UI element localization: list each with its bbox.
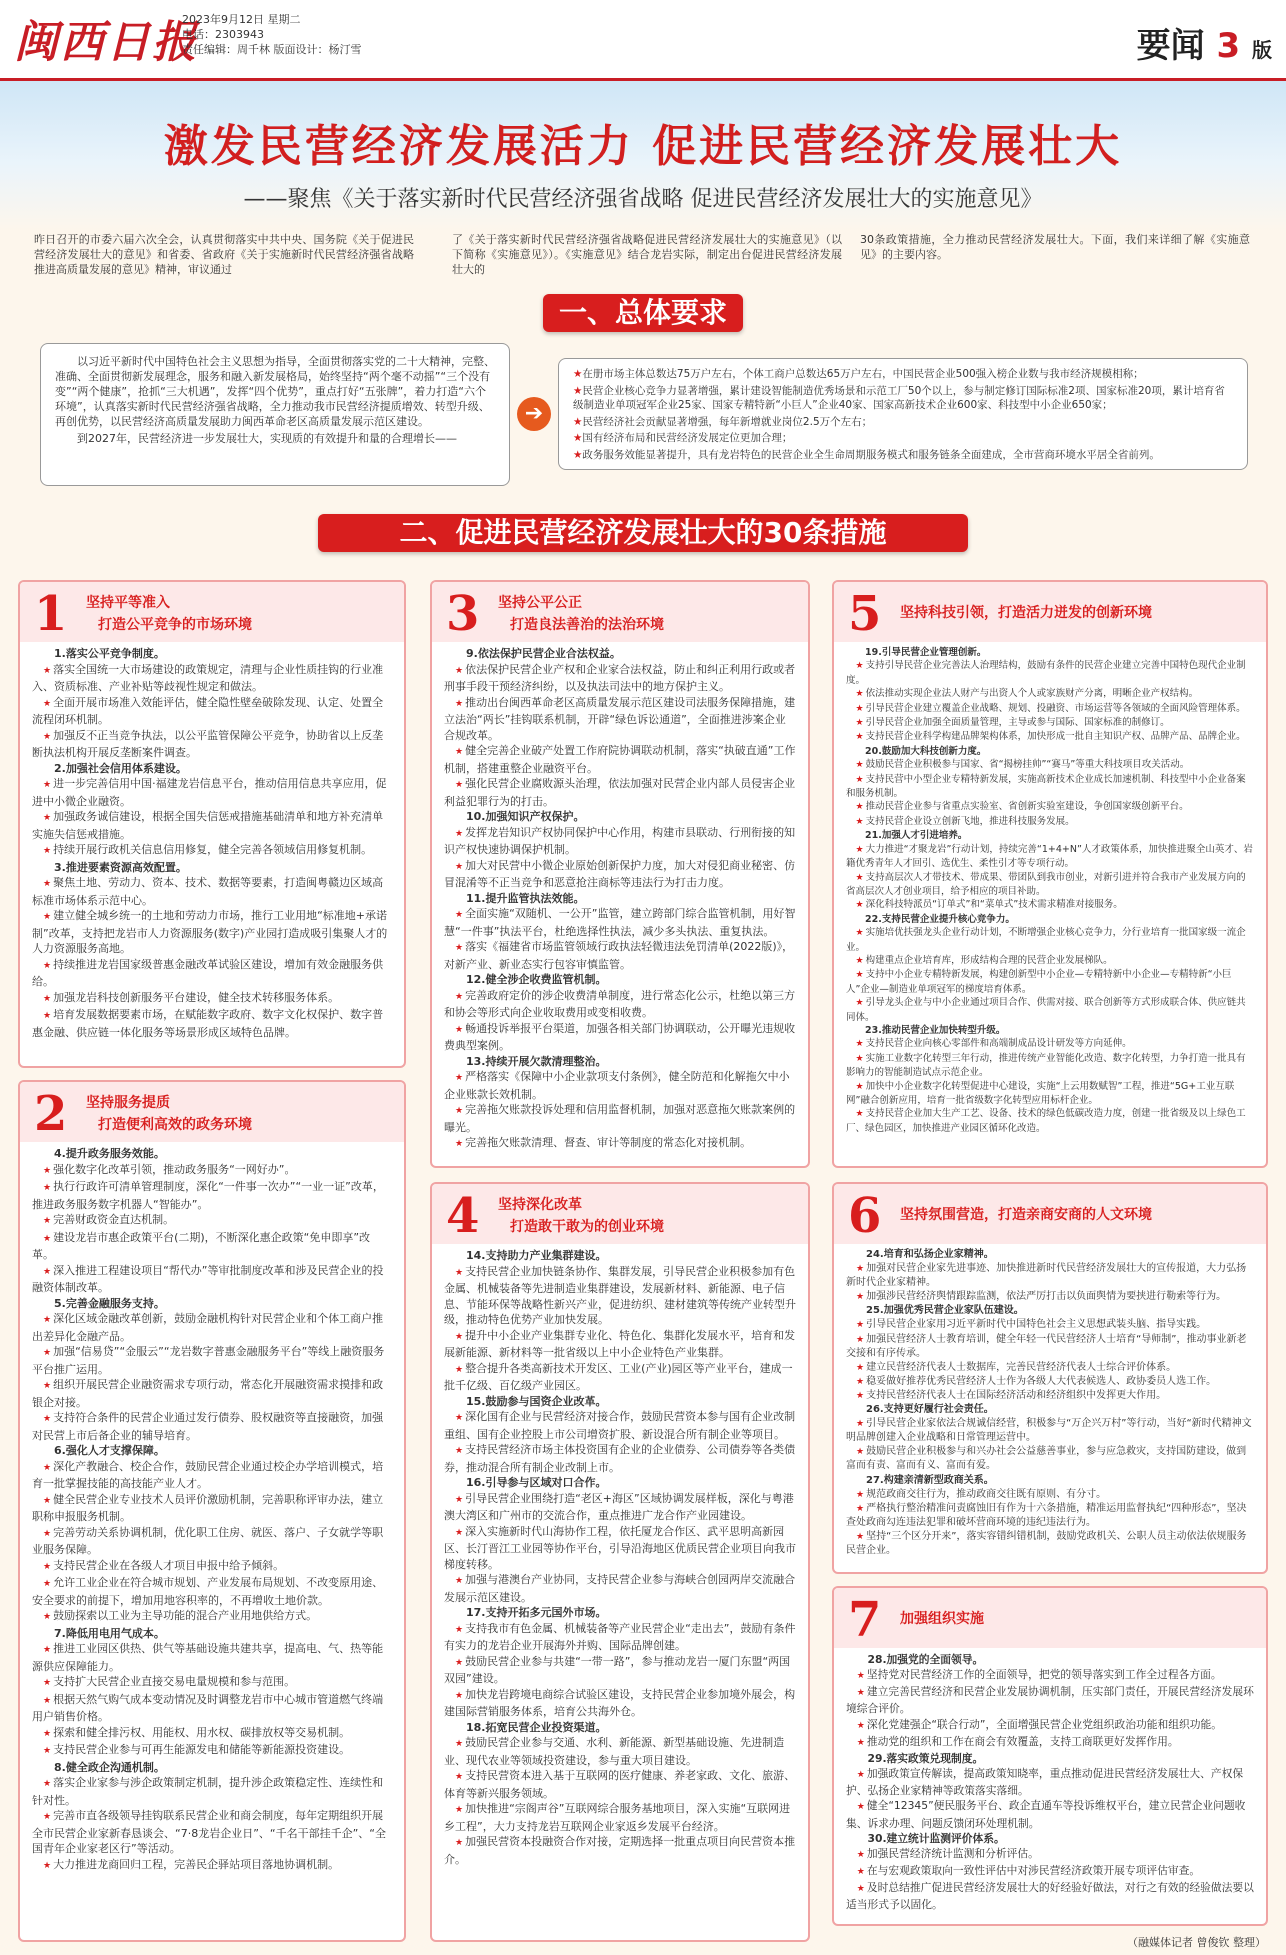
- measure-item: ★ 建立完善民营经济和民营企业发展协调机制，压实部门责任，开展民营经济发展环境综合评价。: [846, 1684, 1254, 1716]
- section-tag: [1137, 18, 1272, 67]
- measure-item: ★ 鼓励民营企业参与交通、水利、新能源、新型基础设施、先进制造业、现代农业等领域投资建设，参与重大项目建设。: [444, 1735, 796, 1768]
- measure-card-3: [430, 580, 810, 1168]
- measure-item: ★ 深化党建强企“联合行动”，全面增强民营企业党组织政治功能和组织功能。: [846, 1717, 1254, 1734]
- measure-item: ★ 坚持党对民营经济工作的全面领导，把党的领导落实到工作全过程各方面。: [846, 1667, 1254, 1684]
- section-name: 要闻: [1136, 26, 1205, 66]
- measure-item: ★ 引导民营企业建立覆盖企业战略、规划、投融资、市场运营等各领域的全面风险管理体系。: [846, 702, 1254, 716]
- measure-item: ★ 加强涉民营经济舆情跟踪监测，依法严厉打击以负面舆情为要挟进行勒索等行为。: [846, 1290, 1254, 1304]
- measure-item: ★ 及时总结推广促进民营经济发展壮大的好经验好做法，对行之有效的经验做法要以适当形式予以固化。: [846, 1880, 1254, 1912]
- measure-item: ★ 健全完善企业破产处置工作府院协调联动机制，落实“执破直通”工作机制，搭建重整企业融资平台。: [444, 743, 796, 776]
- measure-heading: 12.健全涉企收费监管机制。: [466, 973, 607, 986]
- measure-heading: 23.推动民营企业加快转型升级。: [865, 1024, 1006, 1036]
- measure-item: ★ 畅通投诉举报平台渠道，加强各相关部门协调联动，公开曝光违规收费典型案例。: [444, 1021, 796, 1054]
- measure-item: ★ 支持我市有色金属、机械装备等产业民营企业“走出去”，鼓励有条件有实力的龙岩企业开展海外并购、国际品牌创建。: [444, 1621, 796, 1654]
- card-body: [432, 642, 808, 1161]
- star-icon: ★: [573, 368, 583, 380]
- measure-item: ★ 提升中小企业产业集群专业化、特色化、集群化发展水平，培育和发展新能源、新材料等一批省级以上中小企业特色产业集群。: [444, 1328, 796, 1361]
- target-item: ★民营经济社会贡献显著增强，每年新增就业岗位2.5万个左右；: [573, 415, 873, 428]
- measure-item: ★ 支持民营企业向核心零部件和高端制成品设计研发等方向延伸。: [846, 1037, 1254, 1051]
- measure-item: ★ 引导民营企业围绕打造“老区+海区”区域协调发展样板，深化与粤港澳大湾区和广州市的交流合作，重点推进广龙合作产业园建设。: [444, 1491, 796, 1524]
- measure-item: ★ 支持民营企业科学构建品牌架构体系，加快形成一批自主知识产权、品牌产品、品牌企业。: [846, 730, 1254, 744]
- card-subtitle: 打造敢干敢为的创业环境: [510, 1219, 664, 1235]
- measure-item: ★ 支持民营企业加大生产工艺、设备、技术的绿色低碳改造力度，创建一批省级及以上绿色工厂、绿色园区，加快推进产业园区循环化改造。: [846, 1107, 1254, 1135]
- measure-card-6: [832, 1182, 1268, 1574]
- measure-heading: 27.构建亲清新型政商关系。: [866, 1474, 994, 1486]
- card-number: 4: [446, 1188, 480, 1244]
- measure-heading: 14.支持助力产业集群建设。: [466, 1249, 607, 1262]
- card-subtitle: 打造公平竞争的市场环境: [98, 617, 252, 633]
- measure-item: ★ 推动出台闽西革命老区高质量发展示范区建设司法服务保障措施，建立法治“两长”挂钩联系机制，开辟“绿色诉讼通道”，全面推进涉案企业合规改革。: [444, 695, 796, 744]
- measure-card-5: [832, 580, 1268, 1168]
- measure-item: ★ 深化科技特派员“订单式”和“菜单式”技术需求精准对接服务。: [846, 898, 1254, 912]
- measure-heading: 25.加强优秀民营企业家队伍建设。: [866, 1305, 1024, 1317]
- card-title: 坚持平等准入: [86, 595, 170, 611]
- measure-item: ★ 引导民营企业家依法合规诚信经营，积极参与“万企兴万村”等行动，当好“新时代精神文明品牌创建入企业战略和日常管理运营中。: [846, 1417, 1254, 1445]
- measure-item: ★ 支持中小企业专精特新发展，构建创新型中小企业—专精特新中小企业—专精特新“小巨人”企业—制造业单项冠军的梯度培育体系。: [846, 968, 1254, 996]
- card-title: 坚持公平公正: [498, 595, 582, 611]
- measure-item: ★ 严格执行整治精准问责腐蚀旧有作为十六条措施，精准运用监督执纪“四种形态”，坚决查处政商勾连违法犯罪和破坏营商环境的违纪违法行为。: [846, 1502, 1254, 1530]
- issue-editor: 责任编辑：周千林 版面设计：杨汀雪: [182, 43, 362, 56]
- measure-item: ★ 稳妥做好推荐优秀民营经济人士作为各级人大代表候选人、政协委员人选工作。: [846, 1375, 1254, 1389]
- measure-card-4: [430, 1182, 810, 1942]
- measure-heading: 26.支持更好履行社会责任。: [866, 1404, 994, 1416]
- measure-heading: 29.落实政策兑现制度。: [867, 1751, 984, 1765]
- measure-item: ★ 完善拖欠账款清理、督查、审计等制度的常态化对接机制。: [444, 1135, 796, 1153]
- measure-item: ★ 实施工业数字化转型三年行动，推进传统产业智能化改造、数字化转型，力争打造一批具有影响力的智能制造试点示范企业。: [846, 1052, 1254, 1080]
- measure-item: ★ 支持民营企业设立创新飞地，推进科技服务发展。: [846, 815, 1254, 829]
- measure-heading: 24.培育和弘扬企业家精神。: [866, 1249, 994, 1260]
- card-body: [20, 1142, 404, 1882]
- measure-heading: 2.加强社会信用体系建设。: [54, 761, 187, 775]
- measure-item: ★ 鼓励民营企业积极参与国家、省“揭榜挂帅”“赛马”等重大科技项目攻关活动。: [846, 758, 1254, 772]
- measure-item: ★ 聚焦土地、劳动力、资本、技术、数据等要素，打造闽粤赣边区域高标准市场体系示范中心。: [32, 875, 392, 908]
- measure-item: ★ 加快推进“宗阁声谷”互联网综合服务基地项目，深入实施“互联网进乡工程”，大力支持龙岩互联网企业家返乡发展平台经济。: [444, 1801, 796, 1834]
- measure-item: ★ 强化民营企业腐败源头治理，依法加强对民营企业内部人员侵害企业利益犯罪行为的打击。: [444, 776, 796, 809]
- measure-item: ★ 鼓励民营企业参与共建“一带一路”，参与推动龙岩一厦门东盟“两国双园”建设。: [444, 1654, 796, 1687]
- measure-heading: 3.推进要素资源高效配置。: [54, 860, 187, 874]
- section1-title: 一、总体要求: [543, 294, 743, 332]
- requirements-guidance-box: [40, 343, 510, 486]
- measure-heading: 15.鼓励参与国资企业改革。: [466, 1394, 607, 1408]
- measure-heading: 13.持续开展欠款清理整治。: [466, 1054, 607, 1068]
- measure-heading: 30.建立统计监测评价体系。: [867, 1831, 1005, 1845]
- measure-item: ★ 落实企业家参与涉企政策制定机制，提升涉企政策稳定性、连续性和针对性。: [32, 1775, 392, 1808]
- measure-item: ★ 引导龙头企业与中小企业通过项目合作、供需对接、联合创新等方式形成联合体、供应链共同体。: [846, 996, 1254, 1024]
- card-header: [432, 1184, 808, 1244]
- measure-item: ★ 深入实施新时代山海协作工程，依托厦龙合作区、武平思明高新园区、长汀晋江工业园等协作平台，引导沿海地区优质民营企业项目向我市梯度转移。: [444, 1524, 796, 1573]
- measure-item: ★ 支持扩大民营企业直接交易电量规模和参与范围。: [32, 1674, 392, 1692]
- measure-item: ★ 加快中小企业数字化转型促进中心建设，实施“上云用数赋智”工程，推进“5G+工业互联网”融合创新应用，培育一批省级数字化转型应用标杆企业。: [846, 1080, 1254, 1108]
- card-header: [432, 582, 808, 642]
- intro-col-3: 30条政策措施，全力推动民营经济发展壮大。下面，我们来详细了解《实施意见》的主要内容。: [860, 233, 1250, 261]
- star-icon: ★: [573, 415, 583, 428]
- measure-item: ★ 建设龙岩市惠企政策平台(二期)，不断深化惠企政策“免申即享”改革。: [32, 1230, 392, 1263]
- card-title: 坚持科技引领，打造活力迸发的创新环境: [900, 605, 1152, 621]
- measure-item: ★ 进一步完善信用中国·福建龙岩信息平台，推动信用信息共享应用，促进中小微企业融资。: [32, 776, 392, 809]
- measure-item: ★ 大力推进“才聚龙岩”行动计划，持续完善“1+4+N”人才政策体系，加快推进聚全山英才、岩籍优秀青年人才回引、选优生、柔性引才等专项行动。: [846, 843, 1254, 871]
- measure-item: ★ 整合提升各类高新技术开发区、工业(产业)园区等产业平台，建成一批千亿级、百亿级产业园区。: [444, 1361, 796, 1394]
- issue-meta: [182, 12, 362, 57]
- measure-item: ★ 支持民营中小型企业专精特新发展，实施高新技术企业成长加速机制、科技型中小企业备案和服务机制。: [846, 773, 1254, 801]
- measure-item: ★ 引导民营企业加强全面质量管理，主导或参与国际、国家标准的制修订。: [846, 716, 1254, 730]
- measure-item: ★ 强化数字化改革引领，推动政务服务“一网好办”。: [32, 1162, 392, 1180]
- card-number: 3: [446, 586, 480, 642]
- measure-item: ★ 全面实施“双随机、一公开”监管，建立跨部门综合监管机制，用好智慧“一件事”执法平台，杜绝选择性执法，减少多头执法、重复执法。: [444, 906, 796, 939]
- measure-heading: 28.加强党的全面领导。: [867, 1653, 984, 1666]
- measure-item: ★ 支持民营经济市场主体投资国有企业的企业债券、公司债券等各类债券，推动混合所有制企业改制上市。: [444, 1442, 796, 1475]
- target-intro-text: 到2027年，民营经济进一步发展壮大，实现质的有效提升和量的合理增长——: [77, 432, 457, 445]
- measure-heading: 20.鼓励加大科技创新力度。: [865, 745, 987, 757]
- card-number: 1: [34, 586, 68, 642]
- measure-item: ★ 深化区域金融改革创新，鼓励金融机构针对民营企业和个体工商户推出差异化金融产品。: [32, 1311, 392, 1344]
- card-subtitle: 打造便利高效的政务环境: [98, 1117, 252, 1133]
- measure-item: ★ 支持民营企业加快链条协作、集群发展，引导民营企业积极参加有色金属、机械装备等先进制造业集群建设，发展新材料、新能源、电子信息、节能环保等战略性新兴产业，促进纺织、建材建筑等传统产业转型升级，推动特色优势产业加快发展。: [444, 1264, 796, 1328]
- issue-phone: 电话：2303943: [182, 28, 264, 41]
- measure-heading: 8.健全政企沟通机制。: [54, 1760, 165, 1774]
- card-number: 6: [848, 1188, 882, 1244]
- section2-title: 二、促进民营经济发展壮大的30条措施: [318, 514, 968, 552]
- star-icon: ★: [573, 448, 583, 461]
- measure-item: ★ 严格落实《保障中小企业款项支付条例》，健全防范和化解拖欠中小企业账款长效机制。: [444, 1069, 796, 1102]
- measure-item: ★ 依法保护民营企业产权和企业家合法权益，防止和纠正利用行政或者刑事手段干预经济纠纷，以及执法司法中的地方保护主义。: [444, 662, 796, 695]
- measure-item: ★ 加强反不正当竞争执法，以公平监管保障公平竞争，协助省以上反垄断执法机构开展反垄断案件调查。: [32, 728, 392, 761]
- page-suffix: 版: [1252, 38, 1272, 62]
- measure-item: ★ 实施培优扶强龙头企业行动计划，不断增强企业核心竞争力，分行业培育一批国家级一流企业。: [846, 926, 1254, 954]
- card-body: [834, 1244, 1266, 1566]
- measure-item: ★ 深化产教融合、校企合作，鼓励民营企业通过校企办学培训模式，培育一批掌握技能的高技能产业人才。: [32, 1459, 392, 1492]
- card-title: 坚持氛围营造，打造亲商安商的人文环境: [900, 1207, 1152, 1223]
- measure-item: ★ 推进工业园区供热、供气等基础设施共建共享，提高电、气、热等能源供应保障能力。: [32, 1641, 392, 1674]
- measure-item: ★ 加强与港澳台产业协同，支持民营企业参与海峡合创园两岸交流融合发展示范区建设。: [444, 1572, 796, 1605]
- measure-card-1: [18, 580, 406, 1068]
- measure-item: ★ 完善市直各级领导挂钩联系民营企业和商会制度，每年定期组织开展全市民营企业家新春恳谈会、“7·8龙岩企业日”、“千名干部挂千企”、“全国青年企业家老区行”等活动。: [32, 1808, 392, 1857]
- measure-item: ★ 根据天然气购气成本变动情况及时调整龙岩市中心城市管道燃气终端用户销售价格。: [32, 1692, 392, 1725]
- measure-item: ★ 执行行政许可清单管理制度，深化“一件事一次办”“一业一证”改革，推进政务服务数字机器人“智能办”。: [32, 1179, 392, 1212]
- measure-item: ★ 持续推进龙岩国家级普惠金融改革试验区建设，增加有效金融服务供给。: [32, 957, 392, 990]
- measure-heading: 1.落实公平竞争制度。: [54, 647, 165, 660]
- measure-item: ★ 规范政商交往行为，推动政商交往既有原则、有分寸。: [846, 1488, 1254, 1502]
- measure-heading: 18.拓宽民营企业投资渠道。: [466, 1720, 607, 1734]
- star-icon: ★: [573, 384, 583, 397]
- measure-heading: 6.强化人才支撑保障。: [54, 1444, 165, 1457]
- card-header: [834, 1588, 1266, 1648]
- card-title: 加强组织实施: [900, 1611, 984, 1627]
- card-header: [834, 582, 1266, 642]
- newspaper-logo: 闽西日报: [14, 17, 198, 68]
- issue-date: 2023年9月12日 星期二: [182, 13, 301, 26]
- measure-item: ★ 加强政务诚信建设，根据全国失信惩戒措施基础清单和地方补充清单实施失信惩戒措施。: [32, 809, 392, 842]
- target-item: ★国有经济布局和民营经济发展定位更加合理；: [573, 432, 793, 444]
- measure-heading: 17.支持开拓多元国外市场。: [466, 1606, 607, 1619]
- measure-item: ★ 持续开展行政机关信息信用修复，健全完善各领域信用修复机制。: [32, 842, 392, 860]
- measure-item: ★ 在与宏观政策取向一致性评估中对涉民营经济政策开展专项评估审查。: [846, 1863, 1254, 1880]
- targets-box: [558, 358, 1248, 470]
- measure-item: ★ 构建重点企业培育库，形成结构合理的民营企业发展梯队。: [846, 954, 1254, 968]
- measure-heading: 21.加强人才引进培养。: [865, 830, 968, 842]
- measure-item: ★ 支持引导民营企业完善法人治理结构，鼓励有条件的民营企业建立完善中国特色现代企业制度。: [846, 659, 1254, 687]
- page-number: 3: [1216, 26, 1241, 66]
- measure-item: ★ 推动党的组织和工作在商会有效覆盖，支持工商联更好发挥作用。: [846, 1734, 1254, 1751]
- measure-heading: 5.完善金融服务支持。: [54, 1296, 165, 1310]
- intro-col-2: 了《关于落实新时代民营经济强省战略促进民营经济发展壮大的实施意见》（以下简称《实施意见》）。《实施意见》结合龙岩实际，制定出台促进民营经济发展壮大的: [452, 233, 842, 276]
- measure-item: ★ 完善财政资金直达机制。: [32, 1212, 392, 1230]
- measure-heading: 22.支持民营企业提升核心竞争力。: [865, 913, 1015, 925]
- card-title: 坚持服务提质: [86, 1095, 170, 1111]
- target-item: ★政务服务效能显著提升，具有龙岩特色的民营企业全生命周期服务模式和服务链条全面建成，全市营商环境水平居全省前列。: [573, 448, 1160, 461]
- measure-item: ★ 加强对民营企业家先进事迹、加快推进新时代民营经济发展壮大的宣传报道，大力弘扬新时代企业家精神。: [846, 1262, 1254, 1290]
- measure-item: ★ 加强政策宣传解读，提高政策知晓率，重点推动促进民营经济发展壮大、产权保护、弘扬企业家精神等政策落实落细。: [846, 1766, 1254, 1798]
- card-subtitle: 打造良法善治的法治环境: [510, 617, 664, 633]
- card-header: [834, 1184, 1266, 1244]
- measure-item: ★ 深化国有企业与民营经济对接合作，鼓励民营资本参与国有企业改制重组、国有企业控股上市公司增资扩股、新设混合所有制企业等项目。: [444, 1409, 796, 1442]
- measure-item: ★ 健全“12345”便民服务平台、政企直通车等投诉维权平台，建立民营企业问题收集、诉求办理、问题反馈闭环处理机制。: [846, 1798, 1254, 1830]
- target-item: ★民营企业核心竞争力显著增强，累计建设智能制造优秀场景和示范工厂50个以上，参与制定修订国际标准2项、国家标准20项，累计培育省级制造业单项冠军企业25家、国家专精特新“小巨人”企业40家、国家高新技术企业600家、科技型中小企业650家；: [573, 384, 1225, 411]
- measure-item: ★ 建立民营经济代表人士数据库，完善民营经济代表人士综合评价体系。: [846, 1361, 1254, 1375]
- card-body: [20, 642, 404, 1048]
- measure-item: ★ 推动民营企业参与省重点实验室、省创新实验室建设，争创国家级创新平台。: [846, 800, 1254, 814]
- measure-heading: 9.依法保护民营企业合法权益。: [466, 647, 621, 660]
- measure-item: ★ 加强“信易贷”“金服云”“龙岩数字普惠金融服务平台”等线上融资服务平台推广运用。: [32, 1344, 392, 1377]
- measure-item: ★ 完善拖欠账款投诉处理和信用监督机制，加强对恶意拖欠账款案例的曝光。: [444, 1102, 796, 1135]
- measure-item: ★ 支持民营企业参与可再生能源发电和储能等新能源投资建设。: [32, 1742, 392, 1760]
- card-number: 7: [848, 1592, 882, 1648]
- arrow-right-icon: ➔: [517, 397, 551, 431]
- measure-heading: 16.引导参与区域对口合作。: [466, 1476, 607, 1489]
- star-icon: ★: [573, 432, 583, 444]
- measure-item: ★ 大力推进龙商回归工程，完善民企驿站项目落地协调机制。: [32, 1857, 392, 1875]
- measure-item: ★ 加强民营经济人士教育培训，健全年轻一代民营经济人士培育“导师制”，推动事业新老交接和有序传承。: [846, 1333, 1254, 1361]
- card-body: [834, 1648, 1266, 1921]
- reporter-credit: （融媒体记者 曾俊钦 整理）: [1127, 1936, 1266, 1949]
- measure-item: ★ 完善政府定价的涉企收费清单制度，进行常态化公示，杜绝以第三方和协会等形式向企业收取费用或变相收费。: [444, 988, 796, 1021]
- measure-item: ★ 加快龙岩跨境电商综合试验区建设，支持民营企业参加境外展会，构建国际营销服务体系，培育公共海外仓。: [444, 1687, 796, 1720]
- measure-item: ★ 落实《福建省市场监管领域行政执法轻微违法免罚清单(2022版)》，对新产业、新业态实行包容审慎监管。: [444, 939, 796, 972]
- card-number: 2: [34, 1086, 68, 1142]
- measure-card-7: [832, 1586, 1268, 1926]
- measure-item: ★ 加强龙岩科技创新服务平台建设，健全技术转移服务体系。: [32, 990, 392, 1008]
- measure-item: ★ 建立健全城乡统一的土地和劳动力市场，推行工业用地“标准地+承诺制”改革，支持把龙岩市人力资源服务(数字)产业园打造成吸引集聚人才的人力资源服务高地。: [32, 908, 392, 957]
- target-item: ★在册市场主体总数达75万户左右，个体工商户总数达65万户左右，中国民营企业500强入榜企业数与我市经济规模相称；: [573, 368, 1144, 380]
- measure-item: ★ 坚持“三个区分开来”，落实容错纠错机制，鼓励党政机关、公职人员主动依法依规服务民营企业。: [846, 1530, 1254, 1558]
- card-body: [432, 1244, 808, 1875]
- measure-item: ★ 完善劳动关系协调机制，优化职工住房、就医、落户、子女就学等职业服务保障。: [32, 1525, 392, 1558]
- page-subheadline: ——聚焦《关于落实新时代民营经济强省战略 促进民营经济发展壮大的实施意见》: [243, 187, 1043, 212]
- measure-item: ★ 鼓励民营企业积极参与和兴办社会公益慈善事业，参与应急救灾，支持国防建设，做到富而有责、富而有义、富而有爱。: [846, 1445, 1254, 1473]
- measure-item: ★ 支持符合条件的民营企业通过发行债券、股权融资等直接融资，加强对民营上市后备企业的辅导培育。: [32, 1410, 392, 1443]
- measure-heading: 4.提升政务服务效能。: [54, 1147, 165, 1160]
- measure-item: ★ 探索和健全排污权、用能权、用水权、碳排放权等交易机制。: [32, 1725, 392, 1743]
- measure-heading: 19.引导民营企业管理创新。: [865, 647, 987, 658]
- card-header: [20, 582, 404, 642]
- card-header: [20, 1082, 404, 1142]
- measure-card-2: [18, 1080, 406, 1942]
- measure-heading: 10.加强知识产权保护。: [466, 810, 585, 823]
- intro-col-1: 昨日召开的市委六届六次全会，认真贯彻落实中共中央、国务院《关于促进民营经济发展壮大的意见》和省委、省政府《关于实施新时代民营经济强省战略推进高质量发展的意见》精神，审议通过: [34, 233, 414, 276]
- measure-item: ★ 全面开展市场准入效能评估，健全隐性壁垒破除发现、认定、处置全流程闭环机制。: [32, 695, 392, 728]
- measure-item: ★ 健全民营企业专业技术人员评价激励机制，完善职称评审办法，建立职称申报服务机制。: [32, 1492, 392, 1525]
- card-body: [834, 642, 1266, 1143]
- measure-item: ★ 允许工业企业在符合城市规划、产业发展布局规划、不改变原用途、安全要求的前提下，增加用地容积率的，不再增收土地价款。: [32, 1575, 392, 1608]
- measure-item: ★ 引导民营企业家用习近平新时代中国特色社会主义思想武装头脑、指导实践。: [846, 1318, 1254, 1332]
- measure-item: ★ 加强民营资本投融资合作对接，定期选择一批重点项目向民营资本推介。: [444, 1834, 796, 1867]
- measure-heading: 7.降低用电用气成本。: [54, 1626, 165, 1640]
- measure-item: ★ 加强民营经济统计监测和分析评估。: [846, 1846, 1254, 1863]
- measure-item: ★ 鼓励探索以工业为主导功能的混合产业用地供给方式。: [32, 1608, 392, 1626]
- measure-heading: 11.提升监管执法效能。: [466, 891, 585, 905]
- measure-item: ★ 发挥龙岩知识产权协同保护中心作用，构建市县联动、行刑衔接的知识产权快速协调保护机制。: [444, 825, 796, 858]
- measure-item: ★ 依法推动实现企业法人财产与出资人个人或家族财产分离，明晰企业产权结构。: [846, 687, 1254, 701]
- page-headline: 激发民营经济发展活力 促进民营经济发展壮大: [163, 121, 1123, 172]
- measure-item: ★ 支持民营资本进入基于互联网的医疗健康、养老家政、文化、旅游、体育等新兴服务领域。: [444, 1768, 796, 1801]
- measure-item: ★ 支持民营企业在各级人才项目申报中给予倾斜。: [32, 1558, 392, 1576]
- measure-item: ★ 培育发展数据要素市场，在赋能数字政府、数字文化权保护、数字普惠金融、供应链一体化服务等场景形成区域特色品牌。: [32, 1007, 392, 1040]
- masthead: [0, 0, 1286, 81]
- measure-item: ★ 深入推进工程建设项目“帮代办”等审批制度改革和涉及民营企业的投融资体制改革。: [32, 1263, 392, 1296]
- card-title: 坚持深化改革: [498, 1197, 582, 1213]
- measure-item: ★ 支持高层次人才带技术、带成果、带团队到我市创业，对新引进并符合我市产业发展方向的省高层次人才创业项目，给予相应的项目补助。: [846, 871, 1254, 899]
- measure-item: ★ 加大对民营中小微企业原始创新保护力度，加大对侵犯商业秘密、仿冒混淆等不正当竞争和恶意抢注商标等违法行为打击力度。: [444, 858, 796, 891]
- measure-item: ★ 组织开展民营企业融资需求专项行动，常态化开展融资需求摸排和政银企对接。: [32, 1377, 392, 1410]
- card-number: 5: [848, 586, 882, 642]
- measure-item: ★ 支持民营经济代表人士在国际经济活动和经济组织中发挥更大作用。: [846, 1389, 1254, 1403]
- measure-item: ★ 落实全国统一大市场建设的政策规定，清理与企业性质挂钩的行业准入、资质标准、产业补贴等歧视性规定和做法。: [32, 662, 392, 695]
- guidance-text: 以习近平新时代中国特色社会主义思想为指导，全面贯彻落实党的二十大精神，完整、准确、全面贯彻新发展理念，服务和融入新发展格局，始终坚持“两个毫不动摇”“三个没有变”“两个健康”，抢抓“三大机遇”，发挥“四个优势”，重点打好“五张牌”，着力打造“六个环境”，认真落实新时代民营经济强省战略，全力推动我市民营经济提质增效、转型升级、再创优势，以民营经济高质量发展助力闽西革命老区高质量发展示范区建设。: [55, 355, 495, 428]
